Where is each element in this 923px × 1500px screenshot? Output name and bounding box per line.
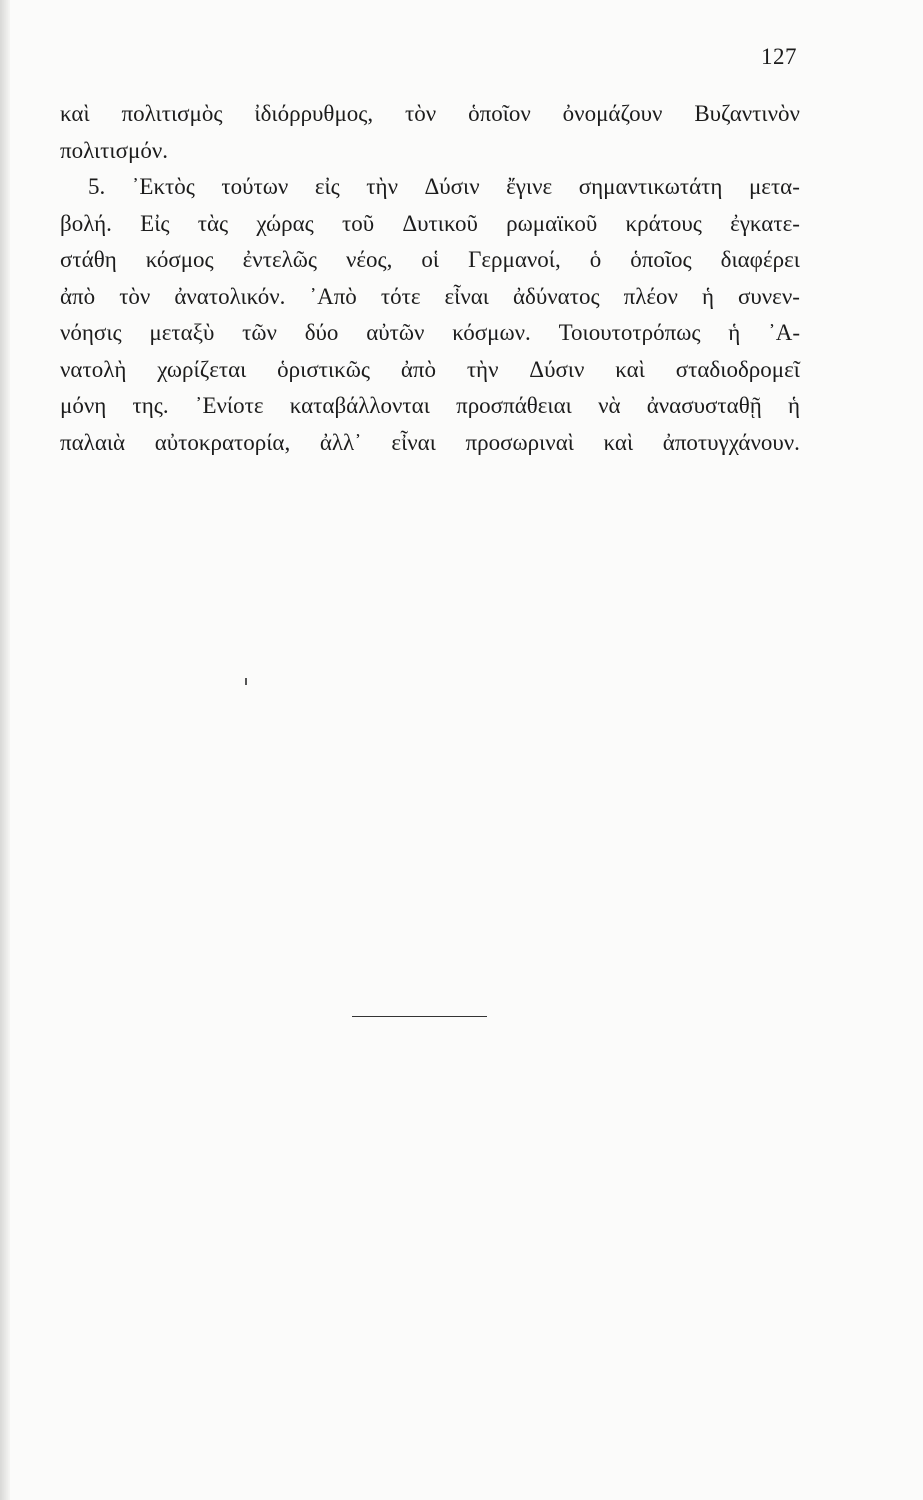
text-line [60,315,800,352]
word: ἔγινε [506,174,553,199]
word: ᾿Απὸ [309,283,357,309]
word: κόσμος [145,247,214,272]
word: προσπάθειαι [456,393,572,418]
word: τότε [380,283,421,309]
word: στάθη [60,247,117,272]
word: κόσμων. [452,320,531,345]
word: νέος, [345,247,393,272]
text-line [60,133,800,170]
text-line [60,242,800,279]
word: ἀπὸ [60,283,96,309]
word: χωρίζεται [157,356,247,382]
text-line [60,279,800,316]
word: ἐγκατε- [730,210,800,236]
text-line [60,169,800,206]
word: κράτους [625,210,702,236]
word: ὁποῖος [630,247,692,272]
word: ἀδύνατος [513,283,600,309]
word: πολιτισμόν. [60,137,168,163]
word: της. [132,393,169,418]
text-line [60,425,800,462]
word: ὀνομάζουν [562,101,663,126]
word: ἀπὸ [400,356,436,382]
word: τούτων [221,174,289,199]
word: καταβάλλονται [289,393,430,418]
text-line [60,206,800,243]
word: πλέον [623,283,678,309]
word: χώρας [256,210,314,236]
word: ἀλλ᾿ [319,429,362,455]
word: ᾿Εκτὸς [131,174,195,199]
word: ἀνασυσταθῇ [646,393,762,418]
word: Δύσιν [424,174,480,199]
word: νατολὴ [60,356,127,382]
word: καὶ [615,356,645,382]
word: ἀποτυγχάνουν. [662,429,800,455]
page-number: 127 [761,44,797,69]
word: προσωριναὶ [465,429,574,455]
word: ὁ [589,247,602,272]
word: τὴν [366,174,398,199]
word: ἡ [728,320,741,345]
word: διαφέρει [720,247,800,272]
word: ἀνατολικόν. [174,283,286,309]
word: ρωμαϊκοῦ [506,210,598,236]
text-line [60,96,800,133]
word: τὸν [119,283,151,309]
word: αὐτοκρατορία, [154,429,291,455]
word: εἶναι [391,429,436,455]
print-speck [245,678,247,685]
word: ἰδιόρρυθμος, [254,101,374,126]
word: Γερμανοί, [468,247,561,272]
word: ἡ [787,393,800,418]
word: τὴν [466,356,499,382]
body-text [60,96,800,461]
text-line [60,388,800,425]
word: τοῦ [342,210,375,236]
word: καὶ [603,429,634,455]
word: ἐντελῶς [242,247,317,272]
word: βολή. [60,210,112,236]
word: εἶναι [444,283,489,309]
word: μετα- [748,174,800,199]
word: Δυτικοῦ [402,210,478,236]
word: πολιτισμὸς [121,101,223,126]
section-separator-rule [352,1016,487,1017]
word: Εἰς [140,210,170,236]
word: εἰς [314,174,340,199]
word: τὸν [405,101,437,126]
word: οἱ [421,247,440,272]
word: ὁποῖον [468,101,531,126]
word: ᾿Ενίοτε [194,393,264,418]
word: ὁριστικῶς [277,356,371,382]
word: 5. [88,174,106,199]
word: παλαιὰ [60,429,126,455]
word: Δύσιν [529,356,585,382]
word: Τοιουτοτρόπως [558,320,701,345]
word: Βυζαντινὸν [694,101,800,126]
text-line [60,352,800,389]
word: σταδιοδρομεῖ [675,356,800,382]
word: συνεν- [737,283,800,309]
word: αὐτῶν [366,320,425,345]
word: νόησις [60,320,122,345]
word: νὰ [598,393,621,418]
word: σημαντικωτάτη [578,174,723,199]
word: ᾿Α- [768,320,800,345]
word: μεταξὺ [149,320,215,345]
word: καὶ [60,101,90,126]
word: ἡ [701,283,714,309]
word: μόνη [60,393,107,418]
word: τὰς [197,210,229,236]
word: τῶν [242,320,277,345]
page-binding-edge [0,0,10,1500]
word: δύο [304,320,339,345]
